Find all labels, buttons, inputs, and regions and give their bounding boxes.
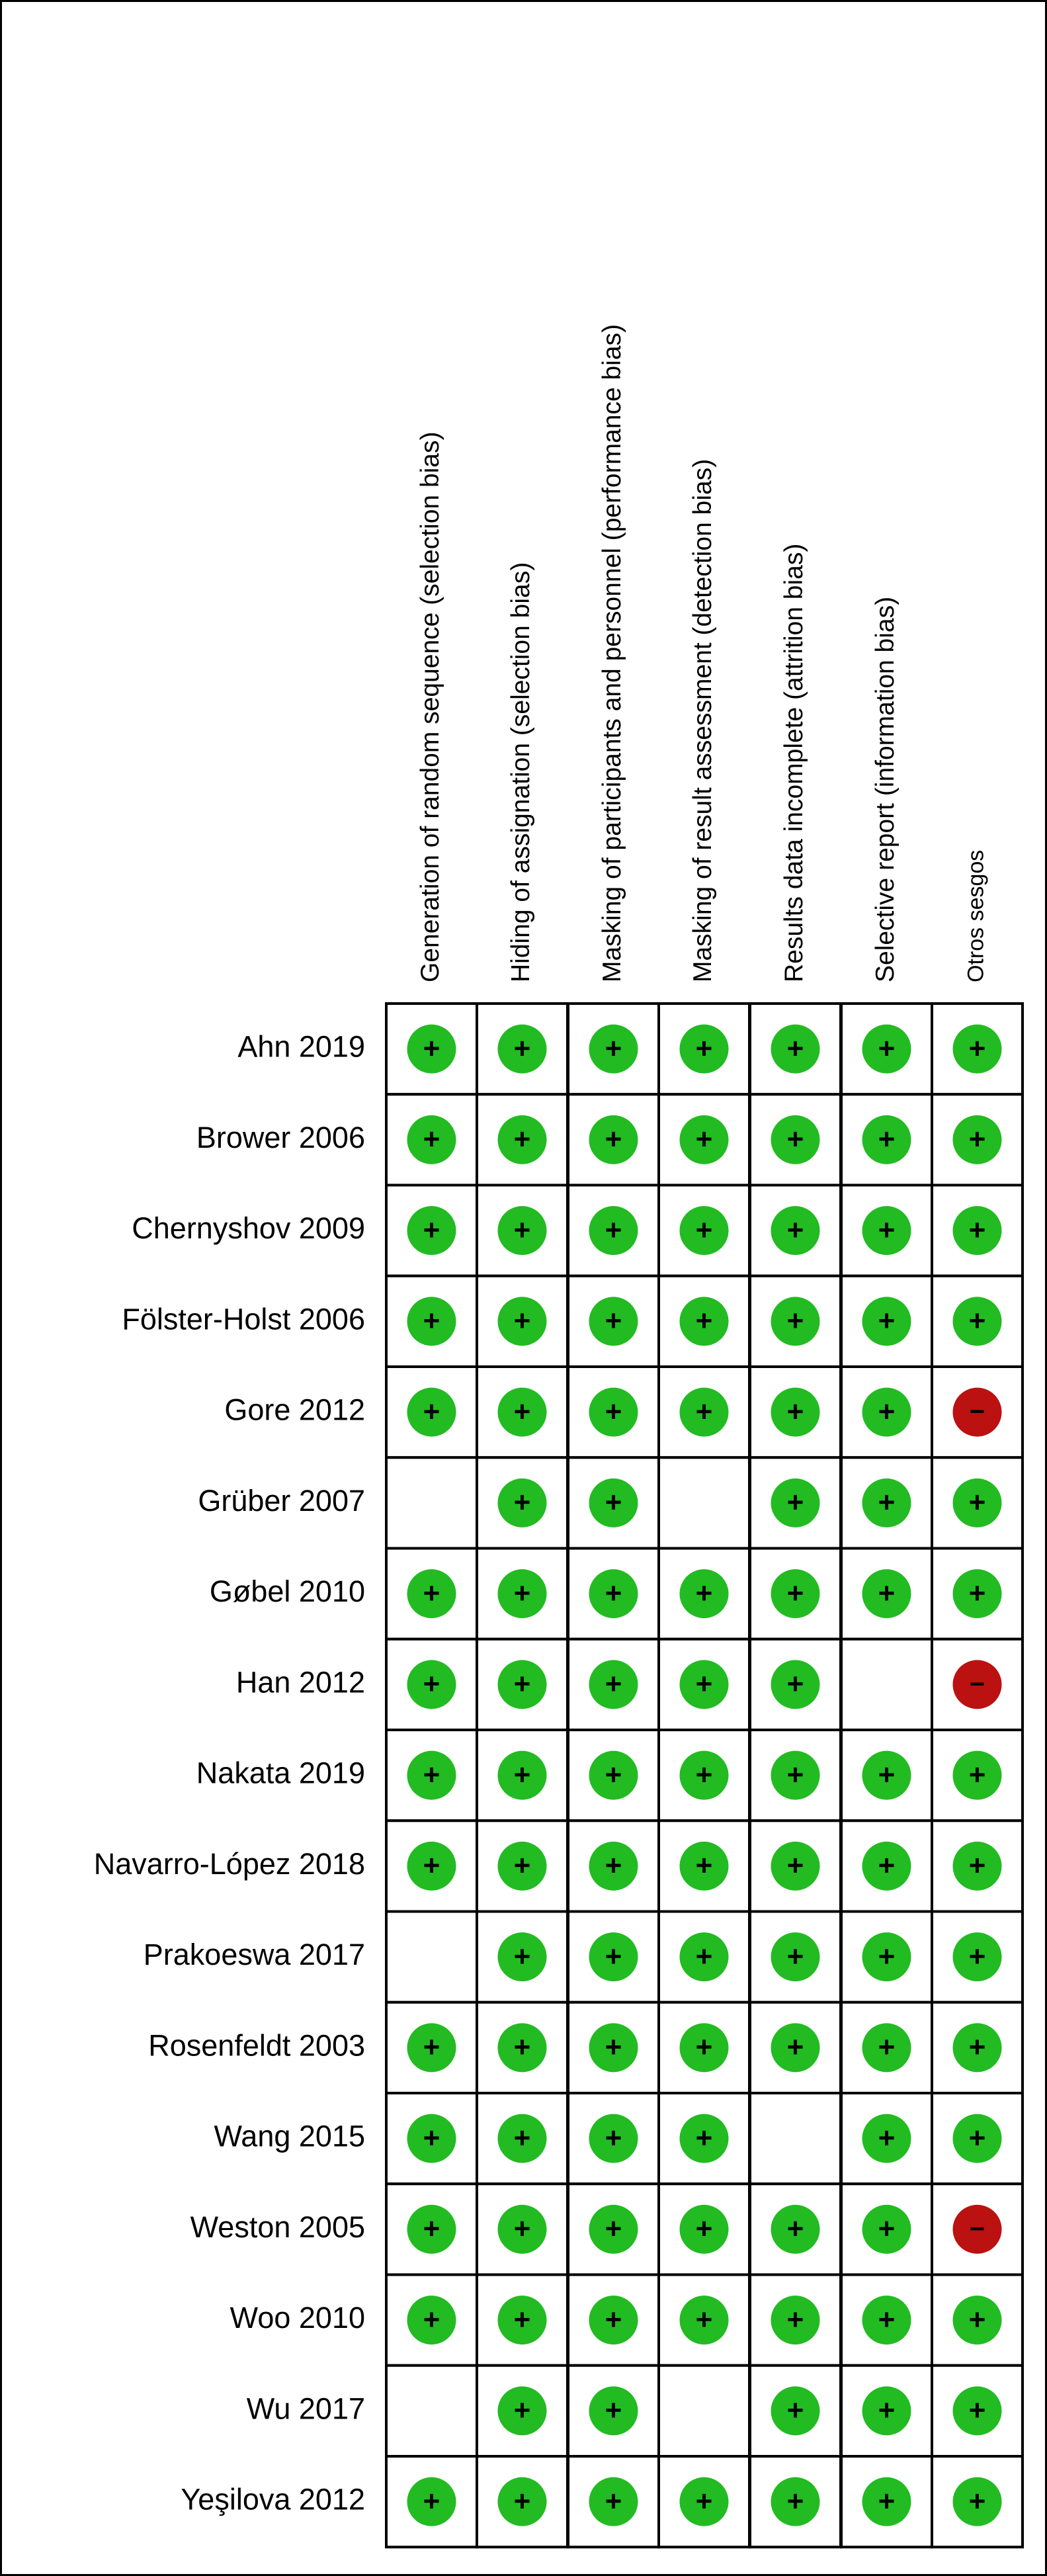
plus-icon: + [605,1758,622,1791]
plus-icon: + [968,2394,986,2426]
plus-icon: + [423,1668,440,1700]
plus-icon: + [513,1305,531,1337]
study-label: Gore 2012 [224,1393,365,1427]
plus-icon: + [605,1123,622,1156]
plus-icon: + [878,1486,896,1519]
plus-icon: + [695,1940,713,1973]
plus-icon: + [513,1123,531,1156]
plus-icon: + [968,1213,986,1246]
study-label: Gøbel 2010 [209,1574,365,1609]
plus-icon: + [695,1032,713,1065]
plus-icon: + [605,1395,622,1428]
plus-icon: + [786,1305,804,1337]
plus-icon: + [878,1213,896,1246]
column-header-1: Generation of random sequence (selection bias) [415,431,444,982]
plus-icon: + [878,2485,896,2518]
grid-cell [386,1457,477,1548]
plus-icon: + [878,1940,896,1973]
plus-icon: + [695,1213,713,1246]
plus-icon: + [605,2394,622,2426]
plus-icon: + [786,1668,804,1700]
plus-icon: + [786,1213,804,1246]
column-header-2: Hiding of assignation (selection bias) [506,562,535,982]
plus-icon: + [695,1576,713,1610]
plus-icon: + [786,2031,804,2063]
grid-cell [386,2366,477,2456]
plus-icon: + [695,1849,713,1882]
plus-icon: + [605,1576,622,1610]
study-label: Brower 2006 [196,1120,365,1154]
plus-icon: + [423,1849,440,1882]
plus-icon: + [786,1576,804,1610]
plus-icon: + [423,1032,440,1065]
plus-icon: + [786,1032,804,1065]
study-label: Woo 2010 [230,2301,365,2335]
column-header-3: Masking of participants and personnel (performance bias) [597,323,626,982]
study-label: Wu 2017 [246,2391,365,2426]
plus-icon: + [878,2394,896,2426]
plus-icon: + [786,1395,804,1428]
plus-icon: + [878,1123,896,1156]
plus-icon: + [605,2303,622,2336]
plus-icon: + [786,1486,804,1519]
plus-icon: + [968,1123,986,1156]
plus-icon: + [605,1213,622,1246]
study-label: Nakata 2019 [196,1756,365,1790]
study-label: Fölster-Holst 2006 [122,1302,365,1336]
plus-icon: + [513,1032,531,1065]
study-label: Weston 2005 [190,2210,365,2244]
plus-icon: + [423,2031,440,2063]
plus-icon: + [513,1940,531,1973]
plus-icon: + [878,1849,896,1882]
grid-cell [659,1457,749,1548]
plus-icon: + [878,2303,896,2336]
grid-cell [659,2366,749,2456]
plus-icon: + [423,2485,440,2518]
plus-icon: + [878,2122,896,2155]
column-header-7: Otros sesgos [963,849,989,982]
plus-icon: + [695,2122,713,2155]
plus-icon: + [695,2303,713,2336]
plus-icon: + [968,1032,986,1065]
minus-icon: − [969,1397,985,1427]
plus-icon: + [878,2031,896,2063]
plus-icon: + [605,2122,622,2155]
plus-icon: + [968,2122,986,2155]
plus-icon: + [423,2122,440,2155]
plus-icon: + [968,1849,986,1882]
minus-icon: − [969,2214,985,2244]
study-label: Prakoeswa 2017 [143,1938,365,1972]
plus-icon: + [513,2485,531,2518]
plus-icon: + [513,1213,531,1246]
study-label: Chernyshov 2009 [132,1211,365,1246]
plus-icon: + [968,1758,986,1791]
plus-icon: + [513,2212,531,2245]
study-label: Wang 2015 [214,2119,365,2153]
plus-icon: + [423,2303,440,2336]
column-header-4: Masking of result assessment (detection bias) [688,458,717,982]
grid-cell [750,2093,841,2184]
plus-icon: + [513,1849,531,1882]
plus-icon: + [605,1032,622,1065]
plus-icon: + [695,2031,713,2063]
plus-icon: + [513,2394,531,2426]
plus-icon: + [968,2031,986,2063]
plus-icon: + [968,2303,986,2336]
grid-cell [841,1639,932,1730]
column-header-5: Results data incomplete (attrition bias) [779,543,808,982]
plus-icon: + [605,1940,622,1973]
plus-icon: + [968,1576,986,1610]
plus-icon: + [513,2031,531,2063]
plus-icon: + [786,1123,804,1156]
plus-icon: + [968,1486,986,1519]
plus-icon: + [423,1576,440,1610]
study-label: Han 2012 [235,1665,365,1699]
plus-icon: + [786,1849,804,1882]
plus-icon: + [513,1668,531,1700]
plus-icon: + [513,2303,531,2336]
plus-icon: + [605,2212,622,2245]
plus-icon: + [513,1486,531,1519]
plus-icon: + [786,1940,804,1973]
plus-icon: + [423,1213,440,1246]
plus-icon: + [968,2485,986,2518]
plus-icon: + [968,1940,986,1973]
plus-icon: + [968,1305,986,1337]
plus-icon: + [878,1032,896,1065]
study-label: Rosenfeldt 2003 [148,2028,365,2063]
plus-icon: + [695,2485,713,2518]
plus-icon: + [878,1758,896,1791]
grid-cell [386,1912,477,2002]
plus-icon: + [605,1305,622,1337]
plus-icon: + [695,1758,713,1791]
plus-icon: + [605,1849,622,1882]
plus-icon: + [423,1123,440,1156]
plus-icon: + [878,1395,896,1428]
plus-icon: + [513,1758,531,1791]
plus-icon: + [695,1668,713,1700]
plus-icon: + [513,2122,531,2155]
study-label: Navarro-López 2018 [93,1846,365,1881]
column-header-6: Selective report (information bias) [870,596,900,982]
plus-icon: + [423,1758,440,1791]
minus-icon: − [969,1669,985,1699]
plus-icon: + [695,2212,713,2245]
study-label: Ahn 2019 [237,1029,365,1064]
plus-icon: + [605,1668,622,1700]
plus-icon: + [423,2212,440,2245]
study-label: Grüber 2007 [198,1483,365,1518]
plus-icon: + [605,2031,622,2063]
plus-icon: + [878,1305,896,1337]
plus-icon: + [423,1305,440,1337]
plus-icon: + [513,1395,531,1428]
plus-icon: + [423,1395,440,1428]
plus-icon: + [786,2303,804,2336]
plus-icon: + [786,1758,804,1791]
plus-icon: + [786,2394,804,2426]
study-label: Yeşilova 2012 [181,2482,365,2516]
plus-icon: + [695,1305,713,1337]
plus-icon: + [878,1576,896,1610]
plus-icon: + [695,1123,713,1156]
plus-icon: + [695,1395,713,1428]
plus-icon: + [605,2485,622,2518]
plus-icon: + [605,1486,622,1519]
plus-icon: + [513,1576,531,1610]
plus-icon: + [878,2212,896,2245]
plus-icon: + [786,2212,804,2245]
plus-icon: + [786,2485,804,2518]
